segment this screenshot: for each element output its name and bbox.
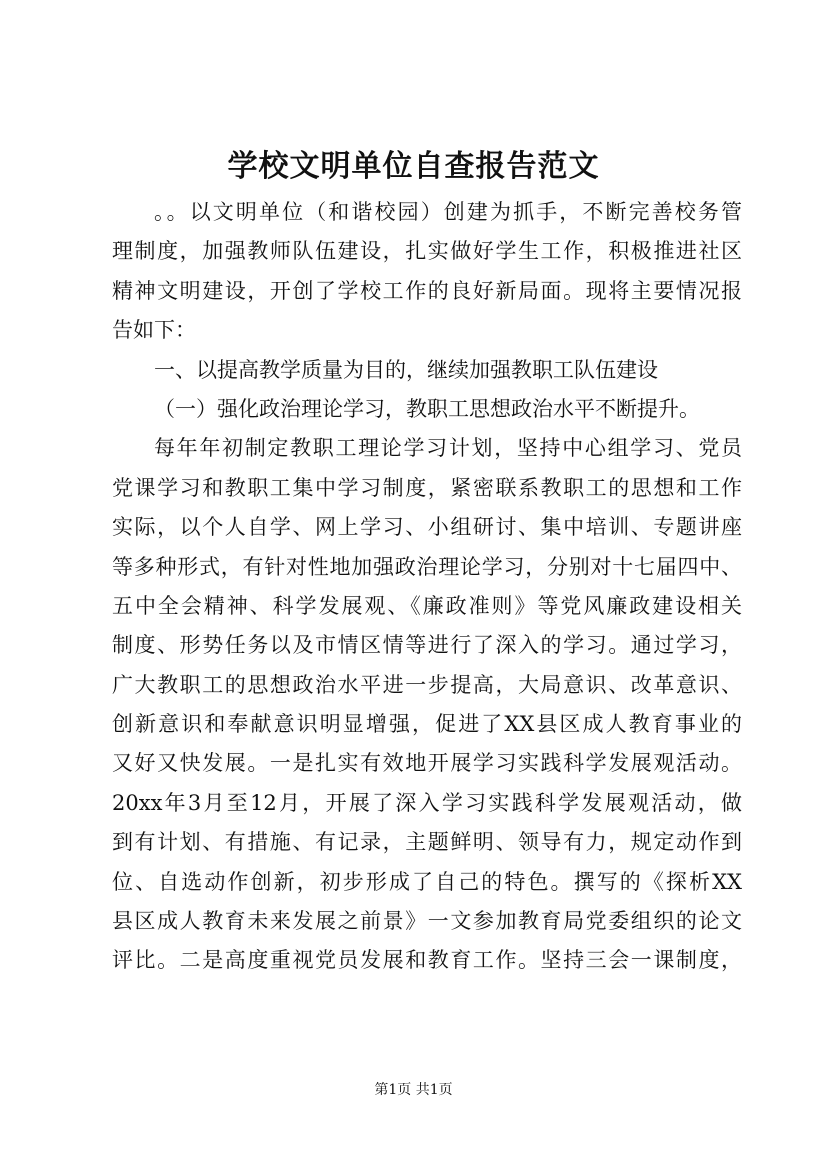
paragraph-line: 精神文明建设，开创了学校工作的良好新局面。现将主要情况报: [112, 278, 742, 303]
paragraph-line: 。。以文明单位（和谐校园）创建为抓手，不断完善校务管: [154, 200, 742, 224]
paragraph-line: 县区成人教育未来发展之前景》一文参加教育局党委组织的论文: [112, 909, 742, 934]
paragraph-line: 理制度，加强教师队伍建设，扎实做好学生工作，积极推进社区: [112, 239, 742, 264]
paragraph-line: 告如下：: [112, 318, 196, 343]
paragraph-line: 制度、形势任务以及市情区情等进行了深入的学习。通过学习，: [112, 633, 742, 658]
paragraph-line: 位、自选动作创新，初步形成了自己的特色。撰写的《探析XX: [112, 869, 742, 894]
paragraph-line: 创新意识和奉献意识明显增强，促进了XX县区成人教育事业的: [112, 712, 742, 737]
paragraph-line: 五中全会精神、科学发展观、《廉政准则》等党风廉政建设相关: [112, 593, 742, 618]
paragraph-line: 等多种形式，有针对性地加强政治理论学习，分别对十七届四中、: [112, 554, 742, 579]
paragraph-line: 广大教职工的思想政治水平进一步提高，大局意识、改革意识、: [112, 672, 742, 697]
paragraph-line: 20xx年3月至12月，开展了深入学习实践科学发展观活动，做: [112, 790, 742, 815]
paragraph-line: 实际，以个人自学、网上学习、小组研讨、集中培训、专题讲座: [112, 515, 742, 540]
page-footer: 第1页 共1页: [374, 1082, 453, 1098]
document-body: [112, 193, 742, 981]
paragraph-line: 到有计划、有措施、有记录，主题鲜明、领导有力，规定动作到: [112, 830, 742, 855]
paragraph-line: 每年年初制定教职工理论学习计划，坚持中心组学习、党员: [154, 436, 742, 461]
subsection-heading: （一）强化政治理论学习，教职工思想政治水平不断提升。: [154, 396, 700, 421]
paragraph-line: 评比。二是高度重视党员发展和教育工作。坚持三会一课制度，: [112, 948, 742, 973]
paragraph-line: 又好又快发展。一是扎实有效地开展学习实践科学发展观活动。: [112, 751, 742, 776]
section-heading: 一、以提高教学质量为目的，继续加强教职工队伍建设: [154, 357, 658, 382]
paragraph-line: 党课学习和教职工集中学习制度，紧密联系教职工的思想和工作: [112, 475, 742, 500]
document-title: 学校文明单位自查报告范文: [227, 149, 600, 184]
